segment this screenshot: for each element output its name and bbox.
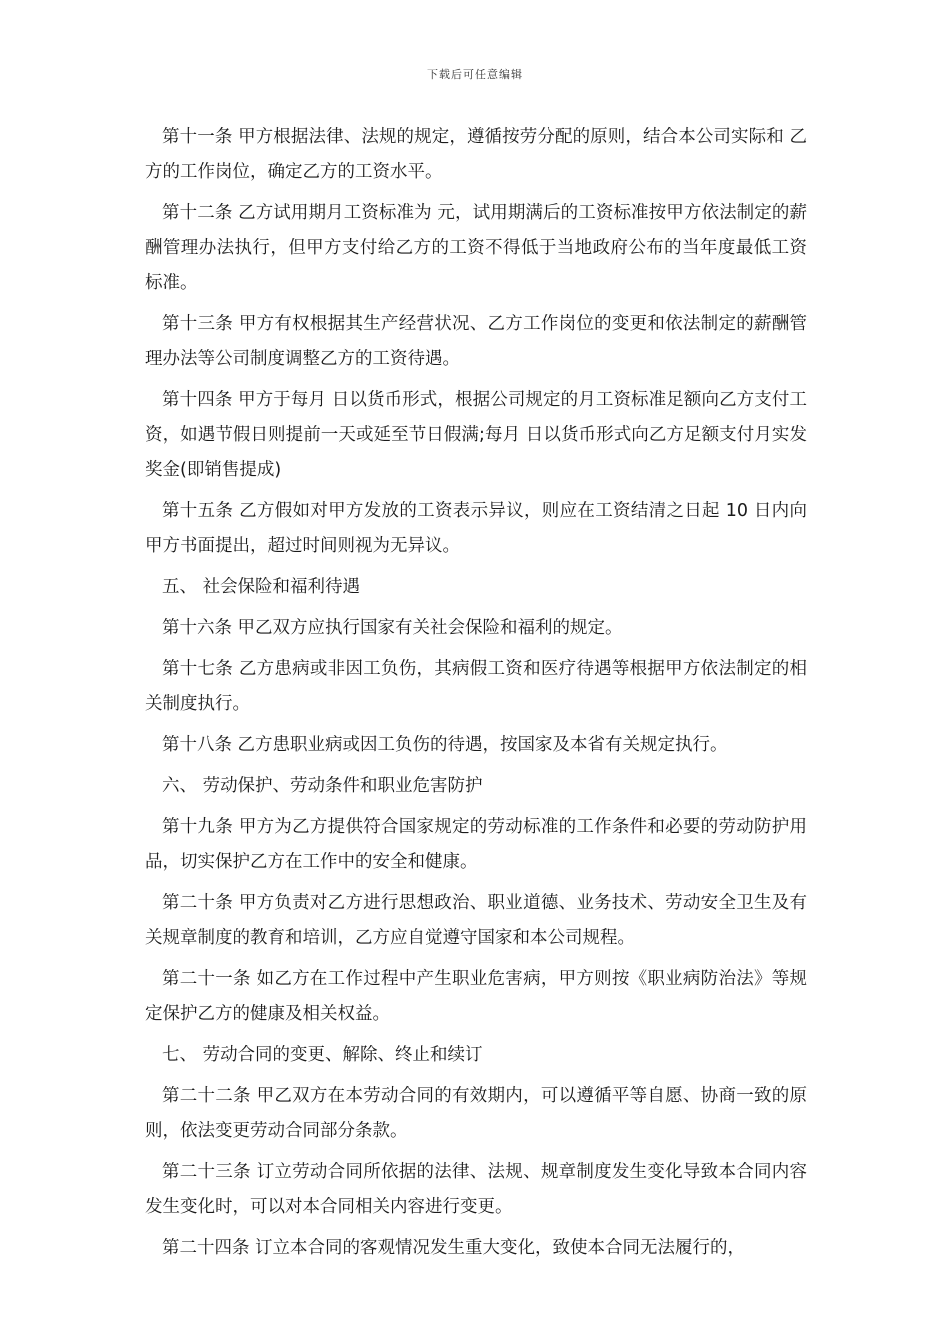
document-body bbox=[145, 120, 807, 1272]
article-20: 第二十条 甲方负责对乙方进行思想政治、职业道德、业务技术、劳动安全卫生及有关规章制度的教育和培训，乙方应自觉遵守国家和本公司规程。 bbox=[145, 893, 807, 948]
article-19: 第十九条 甲方为乙方提供符合国家规定的劳动标准的工作条件和必要的劳动防护用品，切实保护乙方在工作中的安全和健康。 bbox=[145, 817, 807, 872]
section-heading-5: 五、 社会保险和福利待遇 bbox=[162, 577, 361, 597]
article-24: 第二十四条 订立本合同的客观情况发生重大变化，致使本合同无法履行的， bbox=[162, 1238, 746, 1258]
article-17: 第十七条 乙方患病或非因工负伤，其病假工资和医疗待遇等根据甲方依法制定的相关制度执行。 bbox=[145, 659, 807, 714]
article-23: 第二十三条 订立劳动合同所依据的法律、法规、规章制度发生变化导致本合同内容发生变化时，可以对本合同相关内容进行变更。 bbox=[145, 1162, 807, 1217]
article-14: 第十四条 甲方于每月 日以货币形式，根据公司规定的月工资标准足额向乙方支付工资，如遇节假日则提前一天或延至节日假满;每月 日以货币形式向乙方足额支付月实发奖金(即销售提成) bbox=[145, 390, 807, 480]
article-11: 第十一条 甲方根据法律、法规的规定，遵循按劳分配的原则，结合本公司实际和 乙方的工作岗位，确定乙方的工资水平。 bbox=[145, 127, 807, 182]
page-header-note: 下载后可任意编辑 bbox=[427, 68, 523, 81]
article-13: 第十三条 甲方有权根据其生产经营状况、乙方工作岗位的变更和依法制定的薪酬管理办法等公司制度调整乙方的工资待遇。 bbox=[145, 314, 807, 369]
article-21: 第二十一条 如乙方在工作过程中产生职业危害病，甲方则按《职业病防治法》等规定保护乙方的健康及相关权益。 bbox=[145, 969, 807, 1024]
section-heading-6: 六、 劳动保护、劳动条件和职业危害防护 bbox=[162, 776, 483, 796]
article-16: 第十六条 甲乙双方应执行国家有关社会保险和福利的规定。 bbox=[162, 618, 623, 638]
article-12: 第十二条 乙方试用期月工资标准为 元，试用期满后的工资标准按甲方依法制定的薪酬管理办法执行，但甲方支付给乙方的工资不得低于当地政府公布的当年度最低工资标准。 bbox=[145, 203, 807, 293]
article-22: 第二十二条 甲乙双方在本劳动合同的有效期内，可以遵循平等自愿、协商一致的原则，依法变更劳动合同部分条款。 bbox=[145, 1086, 807, 1141]
article-15: 第十五条 乙方假如对甲方发放的工资表示异议，则应在工资结清之日起 10 日内向甲方书面提出，超过时间则视为无异议。 bbox=[145, 501, 807, 556]
article-18: 第十八条 乙方患职业病或因工负伤的待遇，按国家及本省有关规定执行。 bbox=[162, 735, 728, 755]
section-heading-7: 七、 劳动合同的变更、解除、终止和续订 bbox=[162, 1045, 483, 1065]
